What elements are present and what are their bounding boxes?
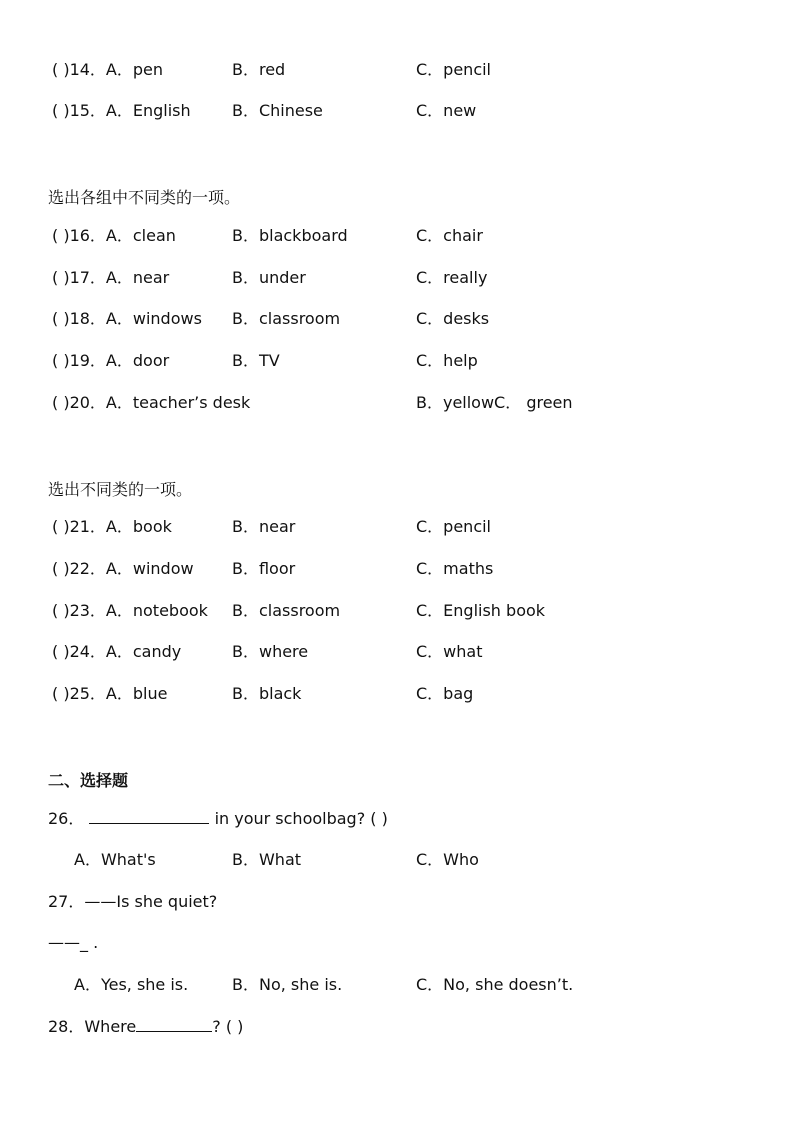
- question-17-option-c: C．really: [416, 268, 488, 287]
- question-23-option-b: B．classroom: [232, 601, 341, 620]
- question-20-option-a: ( )20．A．teacher’s desk: [52, 393, 251, 412]
- question-26-blank: [89, 809, 209, 824]
- question-18-option-a: ( )18．A．windows: [52, 309, 202, 328]
- question-28-paren: ? ( ): [212, 1017, 244, 1036]
- question-15-option-c: C．new: [416, 101, 477, 120]
- question-24-option-b: B．where: [232, 642, 309, 661]
- question-26-option-b: B．What: [232, 850, 302, 869]
- question-14-option-a: ( )14．A．pen: [52, 60, 164, 79]
- question-15-option-b: B．Chinese: [232, 101, 323, 120]
- question-14-option-b: B．red: [232, 60, 286, 79]
- question-22-option-a: ( )22．A．window: [52, 559, 194, 578]
- question-16-option-a: ( )16．A．clean: [52, 226, 176, 245]
- question-28-stem: [48, 1017, 243, 1037]
- question-22-option-c: C．maths: [416, 559, 494, 578]
- section-instruction-different-one: 选出不同类的一项。: [48, 480, 193, 499]
- question-17-option-a: ( )17．A．near: [52, 268, 170, 287]
- question-28-text: 28．Where: [48, 1017, 137, 1036]
- question-16-option-b: B．blackboard: [232, 226, 348, 245]
- question-25-option-c: C．bag: [416, 684, 474, 703]
- question-23-option-a: ( )23．A．notebook: [52, 601, 208, 620]
- question-24-option-a: ( )24．A．candy: [52, 642, 182, 661]
- question-15-option-a: ( )15．A．English: [52, 101, 191, 120]
- question-19-option-c: C．help: [416, 351, 478, 370]
- question-27-stem: 27．——Is she quiet?: [48, 892, 218, 911]
- question-26-option-a: A．What's: [74, 850, 156, 869]
- question-28-blank: [136, 1017, 212, 1032]
- question-19-option-a: ( )19．A．door: [52, 351, 170, 370]
- question-14-option-c: C．pencil: [416, 60, 492, 79]
- question-26-number: 26．: [48, 809, 85, 828]
- question-21-option-a: ( )21．A．book: [52, 517, 172, 536]
- question-18-option-c: C．desks: [416, 309, 490, 328]
- question-27-option-c: C．No, she doesn’t.: [416, 975, 574, 994]
- question-19-option-b: B．TV: [232, 351, 280, 370]
- question-26-stem: [48, 809, 388, 829]
- part-two-title: 二、选择题: [48, 771, 129, 790]
- question-20-option-bc: B．yellowC． green: [416, 393, 573, 412]
- question-23-option-c: C．English book: [416, 601, 546, 620]
- section-instruction-odd-one-out: 选出各组中不同类的一项。: [48, 188, 241, 207]
- question-21-option-b: B．near: [232, 517, 296, 536]
- question-26-option-c: C．Who: [416, 850, 479, 869]
- question-27-option-b: B．No, she is.: [232, 975, 343, 994]
- question-18-option-b: B．classroom: [232, 309, 341, 328]
- question-16-option-c: C．chair: [416, 226, 483, 245]
- question-17-option-b: B．under: [232, 268, 306, 287]
- question-25-option-b: B．black: [232, 684, 302, 703]
- question-27-option-a: A．Yes, she is.: [74, 975, 189, 994]
- question-26-text: in your schoolbag? ( ): [214, 809, 388, 828]
- question-27-answer-line: ——_ .: [48, 933, 99, 952]
- question-25-option-a: ( )25．A．blue: [52, 684, 168, 703]
- question-24-option-c: C．what: [416, 642, 483, 661]
- question-22-option-b: B．floor: [232, 559, 296, 578]
- question-21-option-c: C．pencil: [416, 517, 492, 536]
